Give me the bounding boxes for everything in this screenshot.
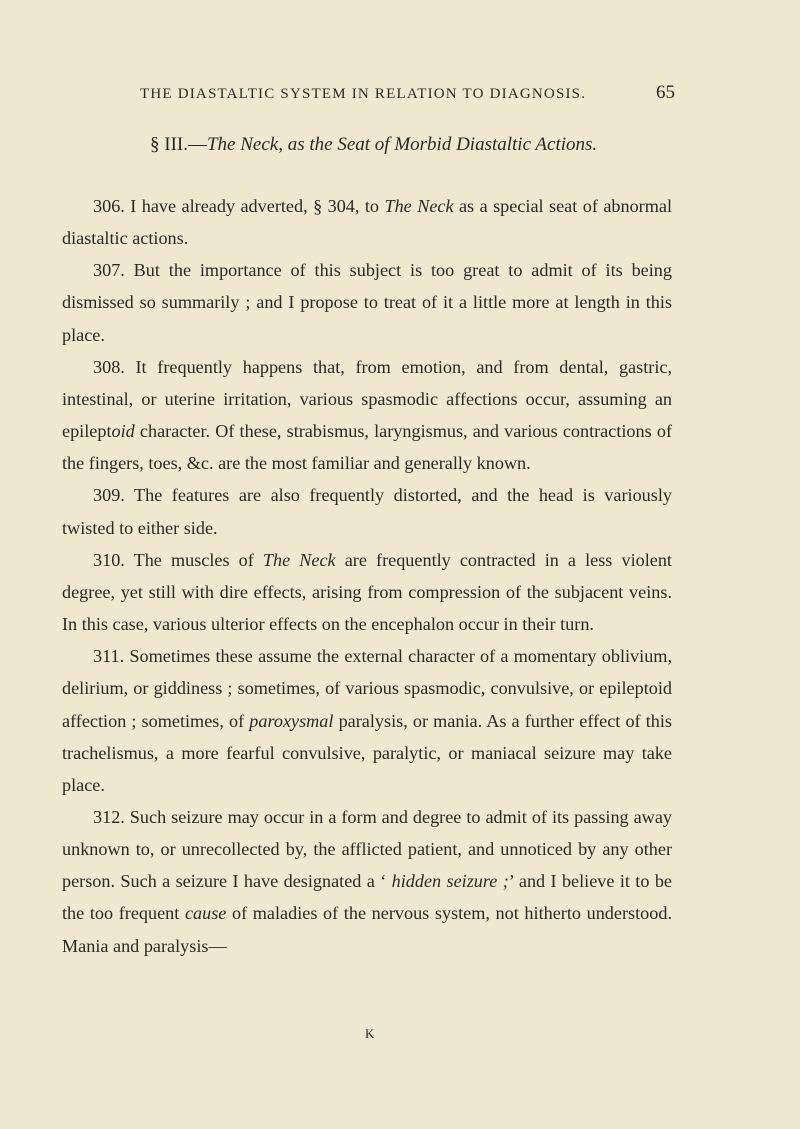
paragraph-text: of maladies of the nervous system, not hitherto understood. Mania and paralysis— xyxy=(62,903,672,956)
body-text xyxy=(62,190,672,962)
paragraph-308 xyxy=(62,351,672,480)
paragraph-306 xyxy=(62,190,672,254)
italic-text: paroxysmal xyxy=(249,710,334,731)
paragraph-text: are frequently contracted in a less violent degree, yet still with dire effects, arising from compression of the subjacent veins. In this case, various ulterior effects on the encephalon occur in their turn. xyxy=(62,549,672,635)
paragraph-text: Sometimes these assume the external character of a momentary oblivium, delirium, or giddiness ; sometimes, of various spasmodic, convulsive, or epileptoid affection ; sometimes, of xyxy=(62,646,672,731)
paragraph-number: 306. xyxy=(93,196,125,216)
paragraph-text: Such seizure may occur in a form and degree to admit of its passing away unknown to, or unrecollected by, the afflicted patient, and unnoticed by any other person. Such a seizure I have designated a ‘ xyxy=(62,806,672,892)
paragraph-text: I have already adverted, § 304, to xyxy=(124,196,385,216)
section-heading-part: Seat xyxy=(337,134,371,155)
signature-mark: K xyxy=(365,1026,375,1041)
paragraph-number: 312. xyxy=(93,806,125,827)
paragraph-text: paralysis, or mania. As a further effect of this trachelismus, a more fearful convulsive, paralytic, or maniacal seizure may take place. xyxy=(62,710,672,795)
running-title: THE DIASTALTIC SYSTEM IN RELATION TO DIAGNOSIS. xyxy=(140,86,587,102)
italic-text: The Neck xyxy=(262,549,336,570)
paragraph-number: 309. xyxy=(93,485,125,506)
paragraph-text: The features are also frequently distorted, and the head is variously twisted to either side. xyxy=(62,485,672,538)
italic-text: cause xyxy=(184,903,227,924)
italic-text: hidden seizure ; xyxy=(391,871,509,892)
paragraph-number: 307. xyxy=(93,260,125,281)
paragraph-307 xyxy=(62,254,672,350)
paragraph-text: It frequently happens that, from emotion, and from dental, gastric, intestinal, or uterine irritation, various spasmodic affections occur, assuming an epilept xyxy=(62,356,672,442)
paragraph-number: 311. xyxy=(93,646,125,667)
paragraph-312 xyxy=(62,801,672,962)
paragraph-text: ’ and I believe it to be the too frequent xyxy=(62,871,672,924)
paragraph-text: The muscles of xyxy=(124,549,263,570)
italic-text: oid xyxy=(111,421,135,442)
paragraph-text: character. Of these, strabismus, laryngismus, and various contractions of the fingers, toes, &c. are the most familiar and generally known. xyxy=(62,421,672,474)
paragraph-number: 308. xyxy=(93,356,125,377)
section-heading-part: as the xyxy=(282,134,338,155)
section-prefix: § III.— xyxy=(150,134,207,155)
paragraph-311 xyxy=(62,640,672,801)
paragraph-310 xyxy=(62,544,672,640)
paragraph-text: But the importance of this subject is too great to admit of its being dismissed so summarily ; and I propose to treat of it a little more at length in this place. xyxy=(62,260,672,345)
section-heading xyxy=(150,134,670,156)
page-number: 65 xyxy=(656,82,675,103)
paragraph-number: 310. xyxy=(93,549,125,570)
italic-text: The Neck xyxy=(384,196,454,216)
running-header xyxy=(140,82,675,110)
section-heading-part: of xyxy=(370,134,395,155)
section-heading-part: Morbid Diastaltic Actions. xyxy=(394,134,598,155)
paragraph-text: as a special seat of abnormal diastaltic actions. xyxy=(62,196,672,249)
section-heading-part: The Neck, xyxy=(206,134,283,155)
paragraph-309 xyxy=(62,479,672,543)
